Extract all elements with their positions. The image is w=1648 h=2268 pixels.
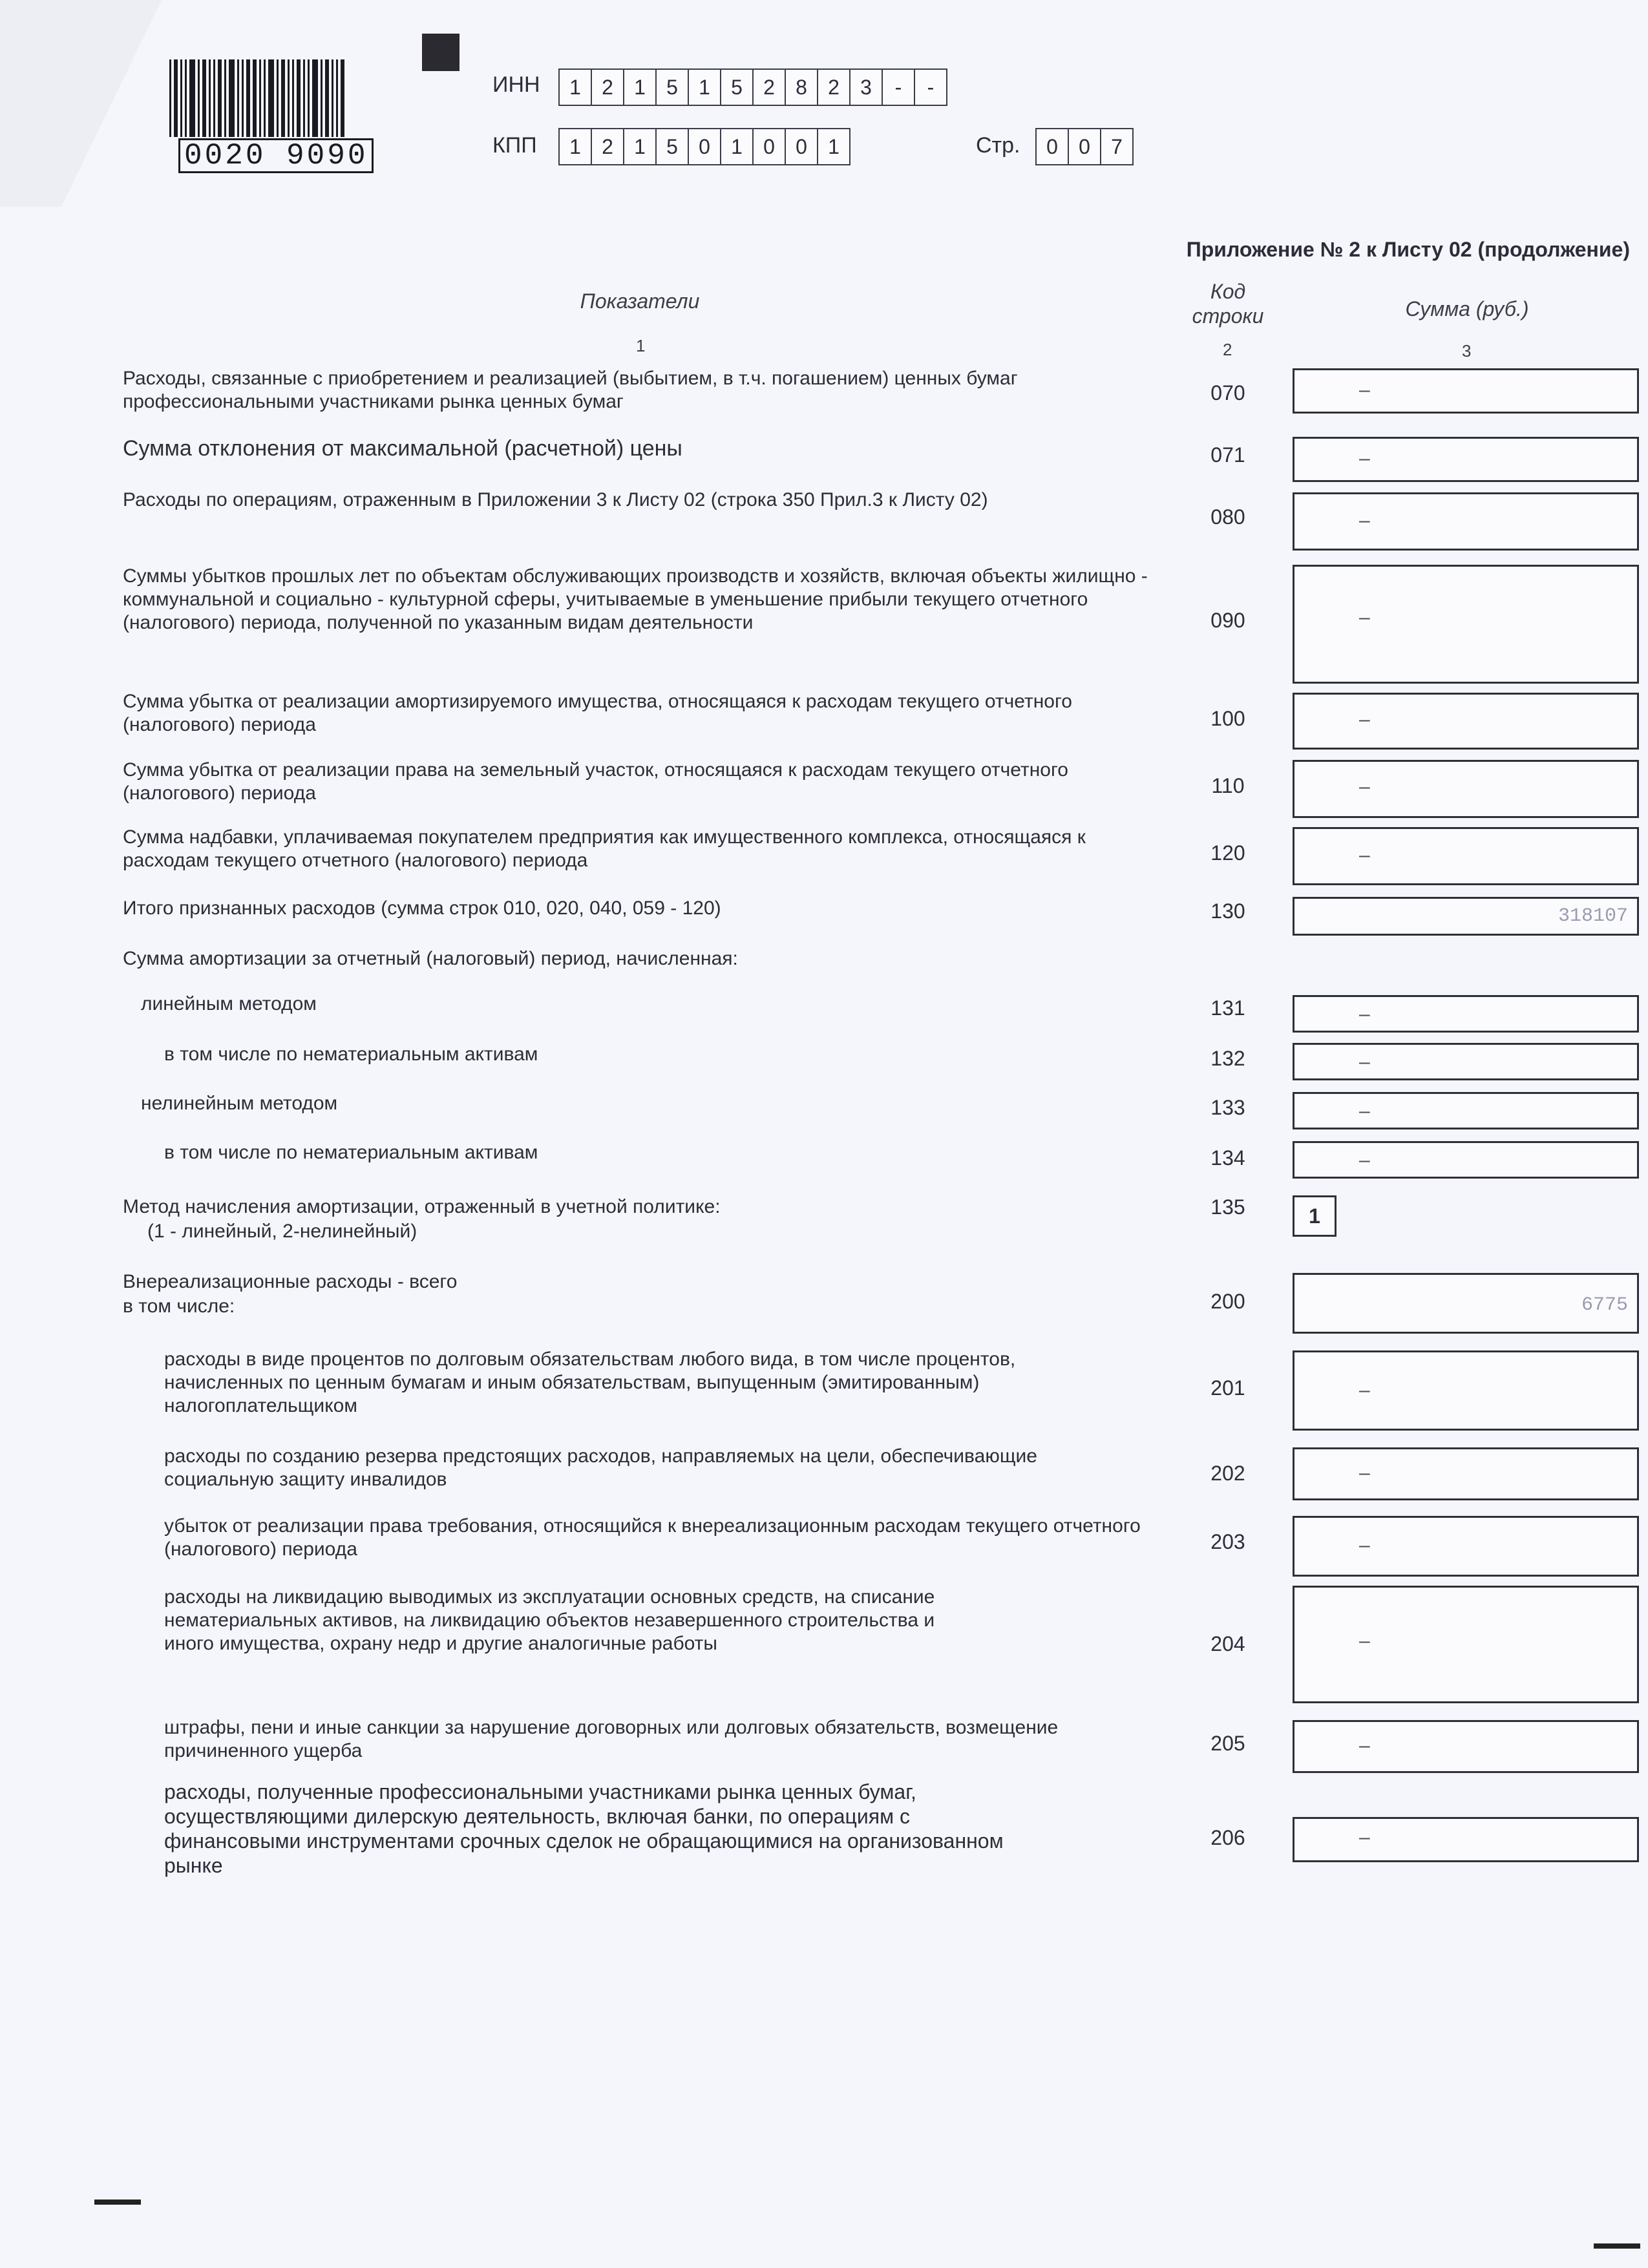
row-label: в том числе по нематериальным активам: [164, 1044, 538, 1065]
barcode-bar: [321, 59, 322, 137]
barcode-bar: [213, 59, 215, 137]
sum-value: –: [1359, 1150, 1370, 1171]
kpp-cell: 1: [817, 128, 850, 165]
row-label: Сумма убытка от реализации амортизируемого имущества, относящаяся к расходам текущего отчетного (налогового) периода: [123, 691, 1072, 735]
row-code: 133: [1210, 1096, 1245, 1119]
page-cell: 7: [1100, 128, 1134, 165]
inn-cell: -: [882, 68, 915, 106]
row-label: линейным методом: [141, 993, 317, 1014]
row-code: 205: [1210, 1732, 1245, 1755]
row-code: 135: [1210, 1195, 1245, 1219]
sum-value: –: [1359, 845, 1370, 866]
barcode-bar: [253, 59, 257, 137]
barcode-bar: [202, 59, 206, 137]
barcode-bar: [277, 59, 279, 137]
barcode-bar: [180, 59, 182, 137]
sum-value: –: [1359, 1735, 1370, 1756]
row-code: 131: [1210, 996, 1245, 1020]
inn-cell: 1: [623, 68, 657, 106]
row-label: штрафы, пени и иные санкции за нарушение договорных или долговых обязательств, возмещение причиненного ущерба: [164, 1717, 1059, 1761]
row-code: 110: [1211, 774, 1245, 797]
method-field[interactable]: 1: [1293, 1195, 1336, 1237]
kpp-cell: 0: [688, 128, 721, 165]
row-label: расходы на ликвидацию выводимых из эксплуатации основных средств, на списание нематериальных активов, на ликвидацию объектов незавершенного строительства и иного имущества, охрану недр и другие аналогичные работы: [164, 1586, 935, 1654]
row-code: 134: [1210, 1146, 1245, 1170]
sum-field[interactable]: [1293, 1350, 1639, 1431]
row-label: Сумма надбавки, уплачиваемая покупателем предприятия как имущественного комплекса, относящаяся к расходам текущего отчетного (налогового) периода: [123, 826, 1086, 871]
sum-value: –: [1359, 1535, 1370, 1556]
barcode-bar: [297, 59, 301, 137]
alignment-tick-left: [94, 2200, 141, 2205]
inn-cell: 8: [785, 68, 818, 106]
page-cell: 0: [1068, 128, 1101, 165]
row-code: 204: [1210, 1632, 1245, 1655]
column-header-code-line2: строки: [1192, 304, 1264, 328]
sum-field[interactable]: [1293, 1817, 1639, 1862]
kpp-cell: 1: [720, 128, 754, 165]
sum-field[interactable]: [1293, 565, 1639, 684]
row-code: 080: [1210, 505, 1245, 529]
row-label: Метод начисления амортизации, отраженный в учетной политике:: [123, 1196, 721, 1217]
row-label: Суммы убытков прошлых лет по объектам обслуживающих производств и хозяйств, включая объекты жилищно - коммунальной и социально - культурной сферы, учитываемые в уменьшение прибыли текущего отчетного (налогового) периода, полученной по указанным видам деятельности: [123, 565, 1148, 633]
sum-field[interactable]: [1293, 1092, 1639, 1129]
inn-cell: 3: [849, 68, 883, 106]
sum-field[interactable]: [1293, 1516, 1639, 1577]
column-header-sum: Сумма (руб.): [1405, 297, 1529, 320]
column-header-code: [1176, 279, 1280, 328]
sum-field[interactable]: [1293, 995, 1639, 1033]
sum-value: –: [1359, 379, 1370, 401]
alignment-tick-right: [1594, 2243, 1640, 2249]
sum-field[interactable]: [1293, 827, 1639, 885]
sum-value: –: [1359, 1462, 1370, 1484]
row-label-note: (1 - линейный, 2-нелинейный): [147, 1221, 417, 1242]
row-code: 200: [1210, 1290, 1245, 1313]
sum-value: –: [1359, 1630, 1370, 1652]
sum-value: –: [1359, 709, 1370, 730]
row-code: 120: [1210, 841, 1245, 865]
row-label: расходы, полученные профессиональными участниками рынка ценных бумаг, осуществляющими дилерскую деятельность, включая банки, по операциям с финансовыми инструментами срочных сделок не обращающимися на организованном рынке: [164, 1780, 1004, 1877]
kpp-cells: [560, 128, 850, 165]
sum-field[interactable]: [1293, 1720, 1639, 1773]
column-number-1: 1: [636, 336, 646, 355]
row-label: Расходы, связанные с приобретением и реализацией (выбытием, в т.ч. погашением) ценных бумаг профессиональными участниками рынка ценных бумаг: [123, 368, 1018, 412]
barcode-bar: [259, 59, 261, 137]
row-label: убыток от реализации права требования, относящийся к внереализационным расходам текущего отчетного (налогового) периода: [164, 1515, 1141, 1560]
row-code: 203: [1210, 1530, 1245, 1553]
barcode-bar: [209, 59, 211, 137]
kpp-cell: 1: [558, 128, 592, 165]
barcode-bars: [169, 59, 389, 137]
sum-field[interactable]: [1293, 1141, 1639, 1179]
barcode-bar: [292, 59, 294, 137]
appendix-title: Приложение № 2 к Листу 02 (продолжение): [1186, 238, 1630, 261]
sum-value: 6775: [1581, 1294, 1628, 1316]
row-label: в том числе по нематериальным активам: [164, 1142, 538, 1163]
row-label: расходы по созданию резерва предстоящих расходов, направляемых на цели, обеспечивающие социальную защиту инвалидов: [164, 1445, 1037, 1490]
row-label: Внереализационные расходы - всего: [123, 1271, 458, 1292]
barcode-bar: [185, 59, 187, 137]
barcode-bar: [336, 59, 338, 137]
sum-field[interactable]: [1293, 368, 1639, 414]
inn-cell: 5: [655, 68, 689, 106]
barcode-bar: [325, 59, 329, 137]
page-cells: [1037, 128, 1134, 165]
row-code: 206: [1210, 1826, 1245, 1849]
sum-value: –: [1359, 1003, 1370, 1025]
barcode: [169, 59, 389, 173]
kpp-cell: 2: [591, 128, 624, 165]
sum-value: –: [1359, 1051, 1370, 1073]
row-code: 090: [1210, 609, 1245, 632]
barcode-bar: [303, 59, 305, 137]
barcode-bar: [189, 59, 195, 137]
inn-cell: 1: [558, 68, 592, 106]
sum-field[interactable]: [1293, 1273, 1639, 1334]
alignment-marker: [422, 34, 460, 71]
inn-cell: 2: [752, 68, 786, 106]
kpp-label: КПП: [492, 133, 537, 158]
kpp-cell: 1: [623, 128, 657, 165]
row-code: 201: [1210, 1376, 1245, 1400]
sum-field[interactable]: [1293, 492, 1639, 551]
sum-field[interactable]: [1293, 693, 1639, 750]
page-cell: 0: [1035, 128, 1069, 165]
barcode-bar: [281, 59, 285, 137]
barcode-bar: [224, 59, 226, 137]
barcode-bar: [288, 59, 290, 137]
row-label: Сумма убытка от реализации права на земельный участок, относящаяся к расходам текущего отчетного (налогового) периода: [123, 759, 1068, 804]
column-header-indicators: Показатели: [580, 289, 700, 313]
barcode-bar: [264, 59, 266, 137]
kpp-cell: 0: [752, 128, 786, 165]
sum-value: 318107: [1558, 905, 1628, 927]
sum-field[interactable]: [1293, 760, 1639, 818]
sum-field[interactable]: [1293, 1043, 1639, 1080]
row-label: Итого признанных расходов (сумма строк 010, 020, 040, 059 - 120): [123, 898, 721, 919]
page-label: Стр.: [976, 133, 1020, 158]
barcode-bar: [198, 59, 200, 137]
column-header-code-line1: Код: [1210, 280, 1246, 303]
sum-value: –: [1359, 1100, 1370, 1122]
row-label: нелинейным методом: [141, 1093, 338, 1114]
sum-value: –: [1359, 448, 1370, 469]
row-label: Расходы по операциям, отраженным в Приложении 3 к Листу 02 (строка 350 Прил.3 к Листу 02): [123, 489, 988, 510]
inn-cell: 2: [817, 68, 850, 106]
row-code: 132: [1210, 1047, 1245, 1070]
barcode-bar: [218, 59, 222, 137]
column-number-3: 3: [1462, 341, 1472, 361]
inn-cell: 5: [720, 68, 754, 106]
inn-cell: 2: [591, 68, 624, 106]
barcode-bar: [229, 59, 235, 137]
sum-field[interactable]: [1293, 897, 1639, 936]
barcode-bar: [308, 59, 310, 137]
barcode-bar: [341, 59, 344, 137]
row-code: 071: [1210, 443, 1245, 467]
barcode-bar: [268, 59, 274, 137]
kpp-cell: 0: [785, 128, 818, 165]
barcode-number: 0020 9090: [178, 138, 374, 173]
sum-value: –: [1359, 1380, 1370, 1401]
column-number-2: 2: [1223, 340, 1232, 359]
row-code: 100: [1210, 707, 1245, 730]
row-code: 202: [1210, 1462, 1245, 1485]
barcode-bar: [169, 59, 171, 137]
barcode-bar: [174, 59, 178, 137]
inn-cell: -: [914, 68, 947, 106]
barcode-bar: [312, 59, 318, 137]
barcode-bar: [237, 59, 239, 137]
barcode-bar: [332, 59, 333, 137]
row-code: 130: [1210, 899, 1245, 923]
row-label: Сумма отклонения от максимальной (расчетной) цены: [123, 436, 682, 461]
barcode-bar: [242, 59, 244, 137]
sum-value: –: [1359, 776, 1370, 797]
inn-label: ИНН: [492, 72, 540, 97]
kpp-cell: 5: [655, 128, 689, 165]
row-label: Сумма амортизации за отчетный (налоговый) период, начисленная:: [123, 948, 738, 969]
inn-cell: 1: [688, 68, 721, 106]
sum-field[interactable]: [1293, 437, 1639, 482]
row-label-note: в том числе:: [123, 1296, 235, 1317]
sum-value: –: [1359, 1827, 1370, 1848]
sum-value: –: [1359, 607, 1370, 628]
inn-cells: [560, 68, 947, 106]
sum-value: –: [1359, 510, 1370, 531]
sum-field[interactable]: [1293, 1447, 1639, 1500]
sum-field[interactable]: [1293, 1586, 1639, 1703]
row-label: расходы в виде процентов по долговым обязательствам любого вида, в том числе процентов, начисленных по ценным бумагам и иным обязательствам, выпущенным (эмитированным) налогоплательщиком: [164, 1349, 1016, 1416]
barcode-bar: [246, 59, 250, 137]
row-code: 070: [1210, 381, 1245, 404]
